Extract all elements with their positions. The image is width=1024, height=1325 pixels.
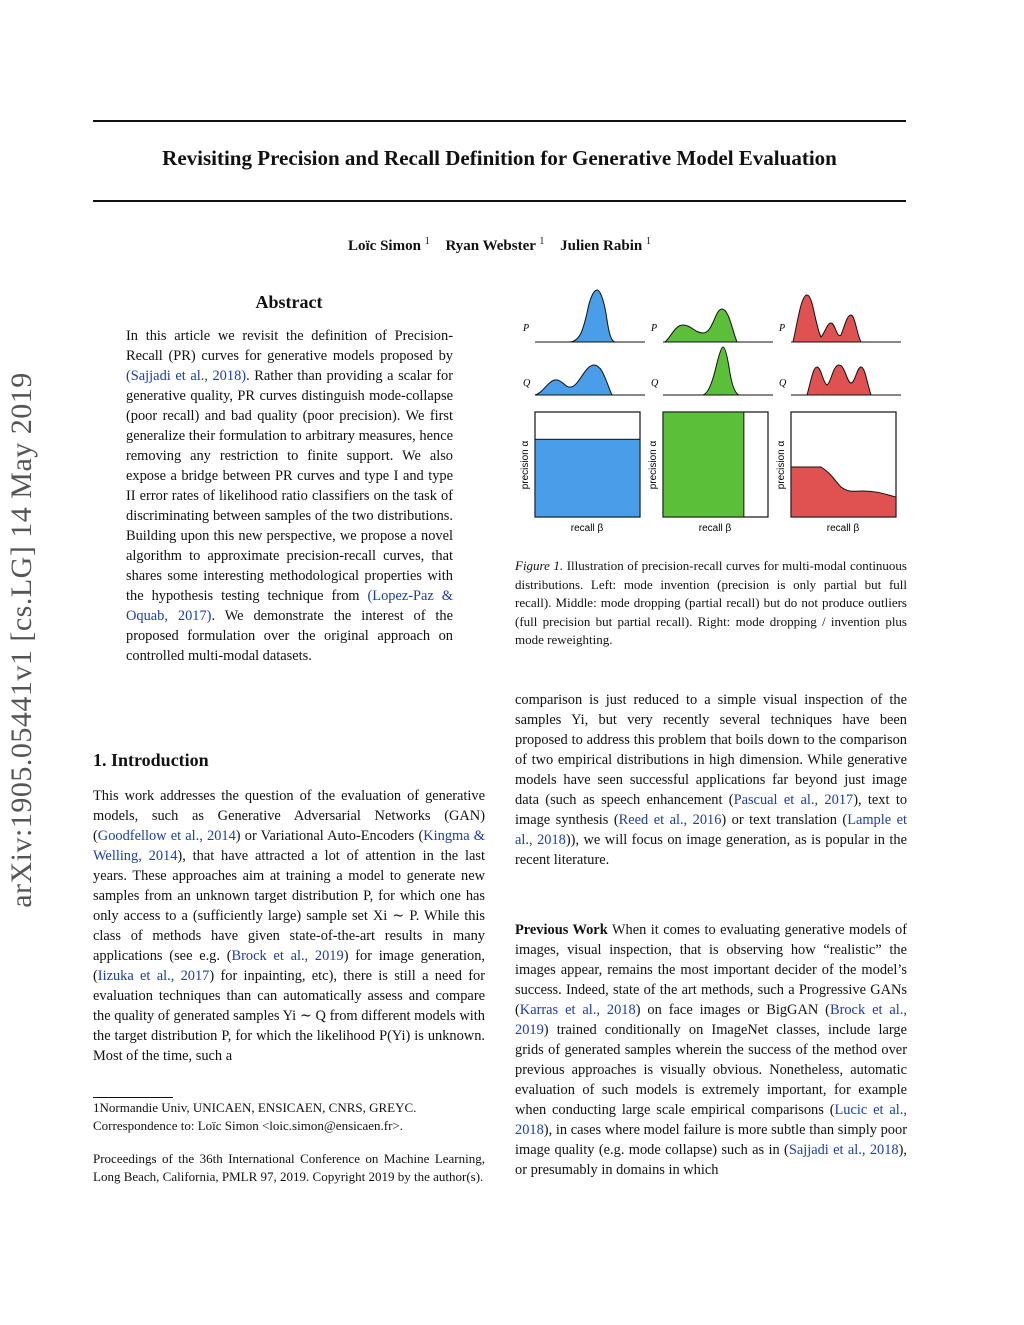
label-q: Q xyxy=(651,378,659,389)
footnote: 1Normandie Univ, UNICAEN, ENSICAEN, CNRS, GREYC. Correspondence to: Loïc Simon <loic.simon@ensicaen.fr>. xyxy=(93,1100,417,1133)
density-p xyxy=(665,309,737,342)
citation-link[interactable]: Brock et al., 2019 xyxy=(231,948,344,964)
arxiv-id: arXiv:1905.05441v1 [cs.LG] 14 May 2019 xyxy=(5,372,38,908)
previous-work-text: Previous Work When it comes to evaluating generative models of images, visual inspection, that is observing how “realistic” the images appear, remains the most important decider of the model’s success. Indeed, state of the art methods, such a Progressive GANs (Karras et al., 2018) on face images or BigGAN (Brock et al., 2019) trained conditionally on ImageNet classes, include large grids of generated samples wherein the success of the method over previous approaches is visually obvious. Nonetheless, automatic evaluation of such models is extremely important, for example when conducting large scale empirical comparisons (Lucic et al., 2018), in cases where model failure is more subtle than simply poor image quality (e.g. mode collapse) such as in (Sajjadi et al., 2018), or presumably in domains in which xyxy=(515,922,908,1178)
axis-label-recall: recall β xyxy=(826,523,860,534)
citation-link[interactable]: Kingma & Welling, 2014 xyxy=(93,828,485,864)
axis-label-precision: precision α xyxy=(776,440,787,490)
citation-link[interactable]: Iizuka et al., 2017 xyxy=(97,968,210,984)
author: Ryan Webster $^1$ xyxy=(445,236,545,254)
density-q xyxy=(703,347,739,395)
axis-label-precision: precision α xyxy=(520,440,531,490)
abstract-heading: Abstract xyxy=(255,292,323,312)
pr-region-middle xyxy=(663,412,744,517)
pr-region-left xyxy=(535,439,640,517)
footnote-rule xyxy=(93,1097,173,1098)
density-p xyxy=(570,290,615,342)
paper-title: Revisiting Precision and Recall Definition for Generative Model Evaluation xyxy=(162,146,837,170)
introduction-text: This work addresses the question of the evaluation of generative models, such as Generative Adversarial Networks (GAN) (Goodfellow et al., 2014) or Variational Auto-Encoders (Kingma & Welling, 2014), that have attracted a lot of attention in the last years. These approaches aim at training a model to generate new samples from an unknown target distribution P, for which one has only access to a (sufficiently large) sample set Xi ∼ P. While this class of methods have given state-of-the-art results in many applications (see e.g. (Brock et al., 2019) for image generation, (Iizuka et al., 2017) for inpainting, etc), there is still a need for evaluation techniques than can automatically assess and compare the quality of generated samples Yi ∼ Q from different models with the target distribution P, for which the likelihood P(Yi) is unknown. Most of the time, such a xyxy=(93,788,485,1064)
figure-panel-left xyxy=(520,290,645,534)
citation-link[interactable]: Brock et al., 2019 xyxy=(515,1002,907,1038)
title-rule-top xyxy=(93,120,906,122)
figure-1 xyxy=(515,285,907,545)
introduction-text-continued: comparison is just reduced to a simple visual inspection of the samples Yi, but very recently several techniques have been proposed to address this problem that boils down to the comparison of two empirical distributions in high dimension. While generative models have seen successful applications far beyond just image data (such as speech enhancement (Pascual et al., 2017), text to image synthesis (Reed et al., 2016) or text translation (Lample et al., 2018)), we will focus on image generation, as is popular in the recent literature. xyxy=(515,692,908,868)
author: Loïc Simon $^1$ xyxy=(348,236,430,254)
density-p xyxy=(793,295,861,342)
author-list xyxy=(93,236,906,255)
citation-link[interactable]: Lample et al., 2018 xyxy=(515,812,907,848)
citation-link[interactable]: Pascual et al., 2017 xyxy=(733,792,854,808)
author: Julien Rabin $^1$ xyxy=(560,236,651,254)
citation-link[interactable]: Sajjadi et al., 2018 xyxy=(788,1142,899,1158)
citation-link[interactable]: (Lopez-Paz & Oquab, 2017) xyxy=(126,588,454,624)
citation-link[interactable]: (Sajjadi et al., 2018) xyxy=(126,368,247,384)
title-rule-bottom xyxy=(93,200,906,202)
density-q xyxy=(807,365,871,395)
figure-panel-right xyxy=(776,295,901,534)
axis-label-recall: recall β xyxy=(698,523,732,534)
axis-label-precision: precision α xyxy=(648,440,659,490)
figure-caption: Figure 1. Illustration of precision-recall curves for multi-modal continuous distributions. Left: mode invention (precision is only partial but full recall). Middle: mode dropping (partial recall) but do not produce outliers (full precision but partial recall). Right: mode dropping / invention plus mode reweighting. xyxy=(515,558,907,647)
proceedings-note: Proceedings of the 36th International Conference on Machine Learning, Long Beach, California, PMLR 97, 2019. Copyright 2019 by the author(s). xyxy=(93,1151,485,1184)
density-q xyxy=(535,365,612,395)
label-p: P xyxy=(523,323,530,334)
label-q: Q xyxy=(523,378,531,389)
label-q: Q xyxy=(779,378,787,389)
section-heading-introduction: 1. Introduction xyxy=(93,750,209,770)
label-p: P xyxy=(779,323,786,334)
citation-link[interactable]: Reed et al., 2016 xyxy=(618,812,722,828)
citation-link[interactable]: Karras et al., 2018 xyxy=(519,1002,636,1018)
run-in-heading: Previous Work xyxy=(515,922,608,938)
figure-panel-middle xyxy=(648,309,773,534)
citation-link[interactable]: Goodfellow et al., 2014 xyxy=(97,828,236,844)
label-p: P xyxy=(651,323,658,334)
citation-link[interactable]: Lucic et al., 2018 xyxy=(515,1102,907,1138)
axis-label-recall: recall β xyxy=(570,523,604,534)
abstract-text: In this article we revisit the definition of Precision-Recall (PR) curves for generative models proposed by (Sajjadi et al., 2018). Rather than providing a scalar for generative quality, PR curves distinguish mode-collapse (poor recall) and bad quality (poor precision). We first generalize their formulation to arbitrary measures, hence removing any restriction to finite support. We also expose a bridge between PR curves and type I and type II error rates of likelihood ratio classifiers on the task of discriminating between samples of the two distributions. Building upon this new perspective, we propose a novel algorithm to approximate precision-recall curves, that shares some interesting methodological properties with the hypothesis testing technique from (Lopez-Paz & Oquab, 2017). We demonstrate the interest of the proposed formulation over the original approach on controlled multi-modal datasets. xyxy=(126,328,454,664)
